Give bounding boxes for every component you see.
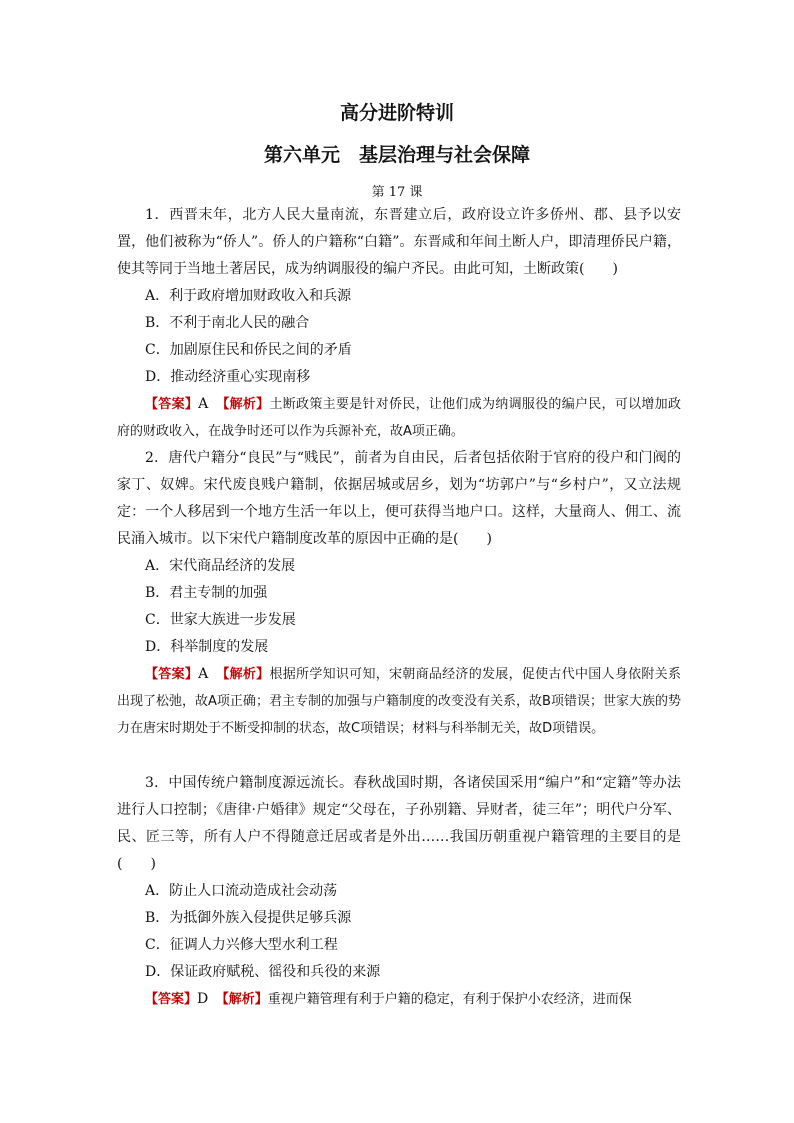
option-a: A．宋代商品经济的发展 [145, 558, 296, 574]
answer-tag: 【答案】 [145, 992, 198, 1007]
question-3 [117, 770, 681, 1013]
analysis-tag: 【解析】 [222, 397, 270, 412]
analysis-text: 土断政策主要是针对侨民，让他们成为纳调服役的编户民，可以增加政府的财政收入，在战争时还可以作为兵源补充，故A项正确。 [117, 397, 681, 439]
option-c: C．世家大族进一步发展 [145, 612, 296, 628]
answer-value: A [198, 396, 223, 412]
lesson-label: 第 17 课 [371, 185, 423, 200]
answer-analysis [117, 661, 681, 742]
answer-analysis [117, 391, 681, 445]
option-a: A．利于政府增加财政收入和兵源 [145, 288, 352, 304]
unit-title: 第六单元 基层治理与社会保障 [263, 144, 530, 166]
analysis-text: 根据所学知识可知，宋朝商品经济的发展，促使古代中国人身依附关系出现了松弛，故A项正确；君主专制的加强与户籍制度的改变没有关系，故B项错误；世家大族的势力在唐宋时期处于不断受抑制的状态，故C项错误；材料与科举制无关，故D项错误。 [117, 667, 681, 736]
analysis-text: 重视户籍管理有利于户籍的稳定，有利于保护小农经济，进而保 [267, 992, 632, 1007]
question-stem: 1．西晋末年，北方人民大量南流，东晋建立后，政府设立许多侨州、郡、县予以安置，他们被称为“侨人”。侨人的户籍称“白籍”。东晋咸和年间土断人户，即清理侨民户籍，使其等同于当地土著居民，成为纳调服役的编户齐民。由此可知，土断政策( ) [117, 207, 681, 277]
option-a: A．防止人口流动造成社会动荡 [145, 883, 338, 899]
question-1 [117, 202, 681, 445]
answer-tag: 【答案】 [145, 667, 199, 682]
option-c: C．加剧原住民和侨民之间的矛盾 [145, 342, 352, 358]
option-d: D．推动经济重心实现南移 [145, 369, 311, 385]
answer-tag: 【答案】 [145, 397, 199, 412]
question-2 [117, 445, 681, 742]
analysis-tag: 【解析】 [222, 992, 268, 1007]
answer-value: A [198, 666, 223, 682]
option-d: D．保证政府赋税、徭役和兵役的来源 [145, 964, 381, 980]
answer-value: D [197, 991, 223, 1007]
option-d: D．科举制度的发展 [145, 639, 269, 655]
question-stem: 3．中国传统户籍制度源远流长。春秋战国时期，各诸侯国采用“编户”和“定籍”等办法进行人口控制；《唐律·户婚律》规定“父母在，子孙别籍、异财者，徒三年”；明代户分军、民、匠三等，所有人户不得随意迁居或者是外出……我国历朝重视户籍管理的主要目的是( ) [117, 775, 681, 872]
question-stem: 2．唐代户籍分“良民”与“贱民”，前者为自由民，后者包括依附于官府的役户和门阀的家丁、奴婢。宋代废良贱户籍制，依据居城或居乡，划为“坊郭户”与“乡村户”，又立法规定：一个人移居到一个地方生活一年以上，便可获得当地户口。这样，大量商人、佣工、流民涌入城市。以下宋代户籍制度改革的原因中正确的是( ) [117, 450, 681, 547]
page-title: 高分进阶特训 [339, 102, 454, 124]
analysis-tag: 【解析】 [222, 667, 270, 682]
option-b: B．不利于南北人民的融合 [145, 315, 310, 331]
option-b: B．为抵御外族入侵提供足够兵源 [145, 910, 352, 926]
option-b: B．君主专制的加强 [145, 585, 268, 601]
option-c: C．征调人力兴修大型水利工程 [145, 937, 338, 953]
answer-analysis [117, 986, 681, 1013]
